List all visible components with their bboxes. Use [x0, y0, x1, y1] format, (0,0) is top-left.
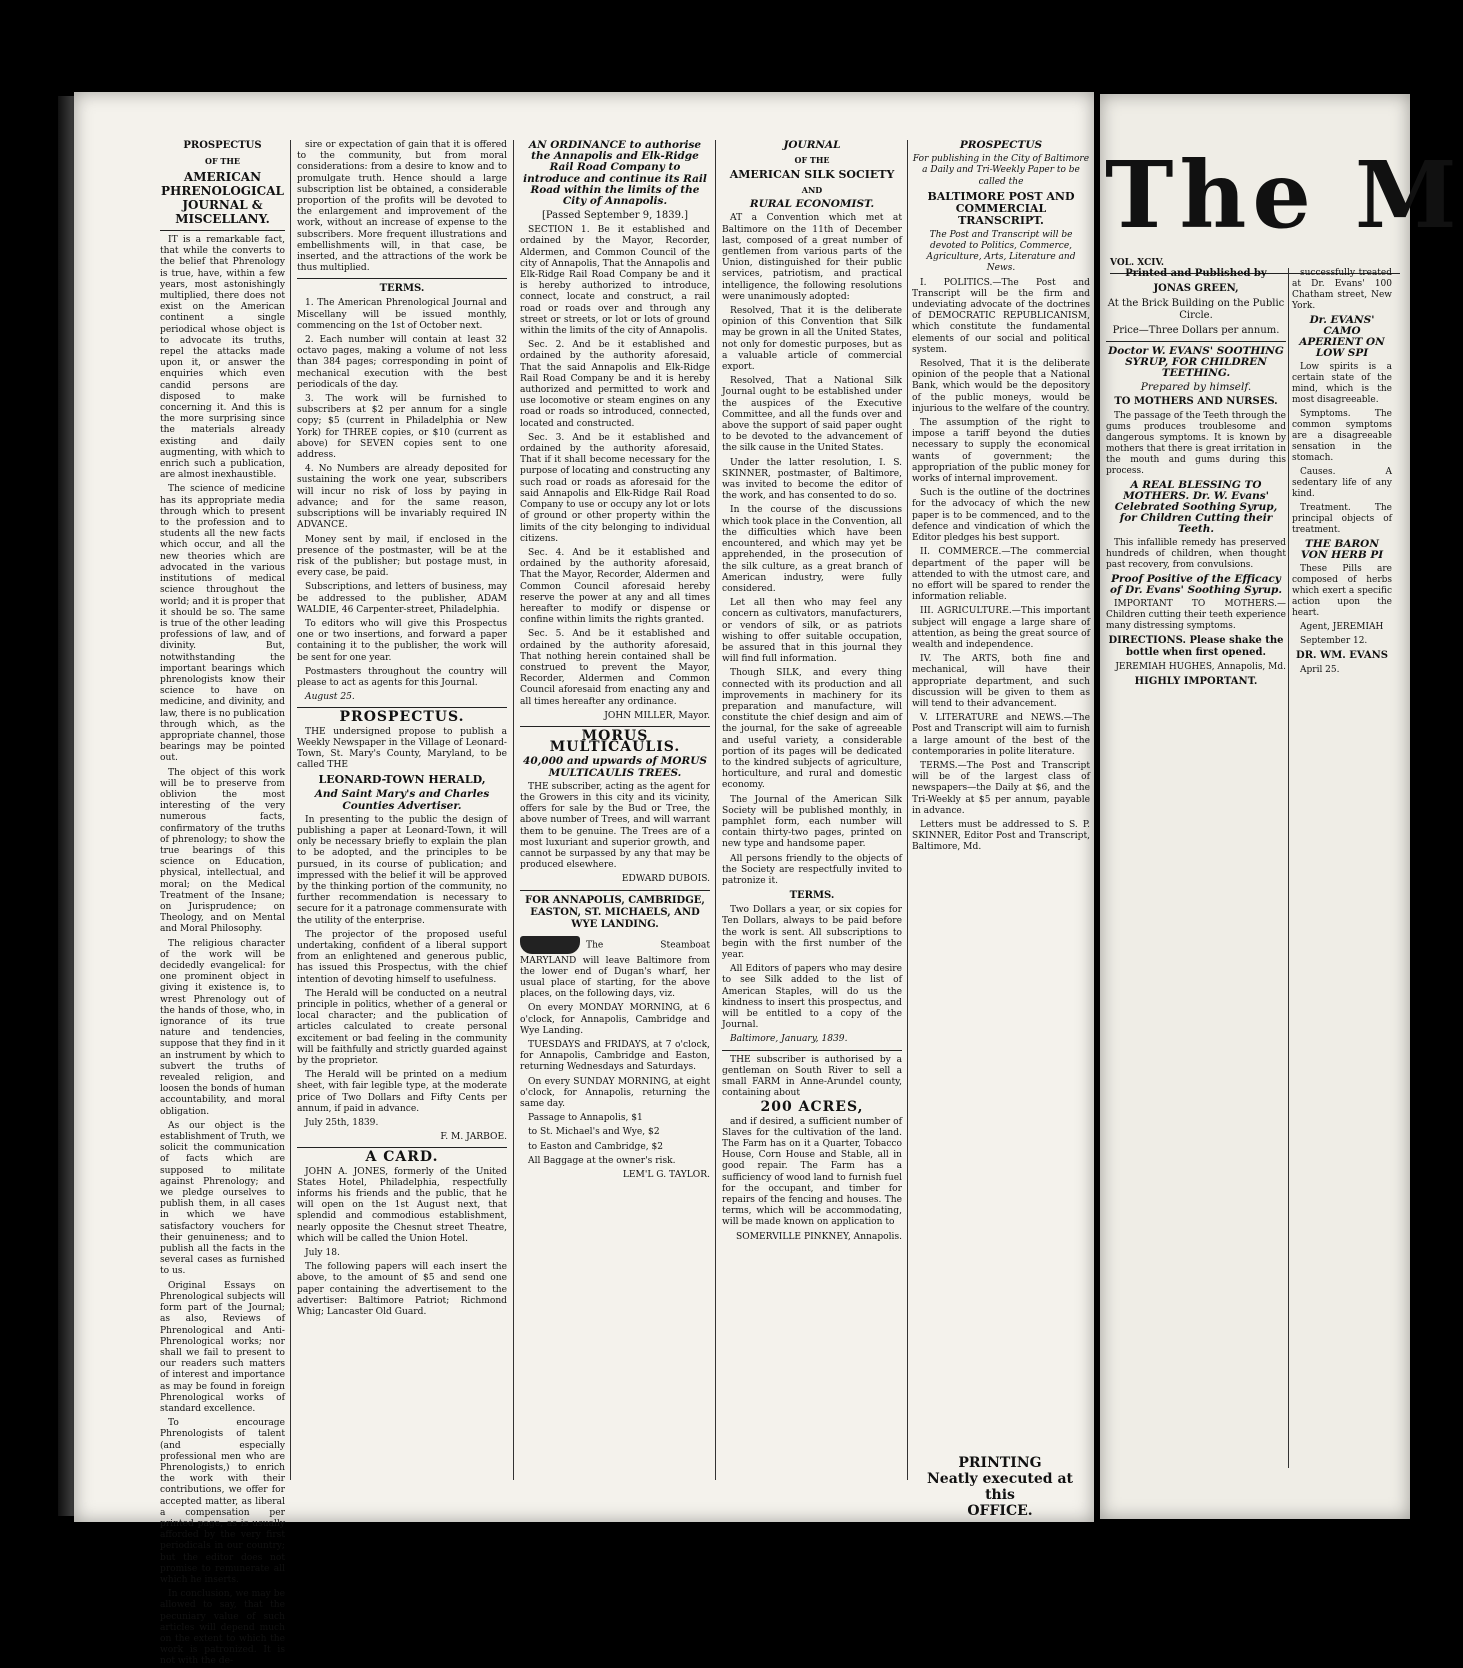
journal-paragraph: The Journal of the American Silk Society will be published monthly, in pamphlet form, each number will contain thirty-two pages, printed on new type and handsome paper.: [722, 794, 902, 850]
post-paragraph: The assumption of the right to impose a tariff beyond the duties necessary to supply the economical wants of government; the appropriation of the public money for works of internal improvement.: [912, 418, 1090, 485]
farm-paragraph: THE subscriber is authorised by a gentleman on South River to sell a small FARM in Anne-Arundel county, containing about: [722, 1054, 902, 1099]
printing-line: PRINTING: [958, 1455, 1042, 1471]
card-paragraph: The following papers will each insert the above, to the amount of $5 and send one paper containing the advertisement to the advertiser: Baltimore Patriot; Richmond Whig; Lancaster Old Guard.: [297, 1262, 507, 1318]
ad-paragraph: This infallible remedy has preserved hundreds of children, when thought past recovery, from convulsions.: [1106, 538, 1286, 570]
ad2-paragraph: September 12.: [1300, 636, 1368, 646]
steamboat-fare: to Easton and Cambridge, $2: [528, 1141, 664, 1152]
masthead: The M: [1105, 141, 1463, 249]
divider: [160, 230, 285, 231]
post-title: BALTIMORE POST AND COMMERCIAL TRANSCRIPT.: [927, 189, 1075, 227]
journal-paragraph: In the course of the discussions which took place in the Convention, all the difficulties which have been encountered, and which may yet be apprehended, in the prosecution of the silk culture, as a great branch of American industry, were fully considered.: [722, 505, 902, 594]
journal-title-2: RURAL ECONOMIST.: [749, 198, 875, 211]
journal-terms: Two Dollars a year, or six copies for Ten Dollars, always to be paid before the work is sent. All subscriptions to begin with the first number of the year.: [722, 905, 902, 960]
ad2-paragraph: successfully treated at Dr. Evans' 100 Chatham street, New York.: [1292, 268, 1392, 311]
ad-paragraph: Proof Positive of the Efficacy of Dr. Evans' Soothing Syrup.: [1109, 573, 1283, 596]
journal-paragraph: Resolved, That it is the deliberate opinion of this Convention that Silk may be grown in all the United States, not only for domestic purposes, but as a valuable article of commercial export.: [722, 306, 902, 373]
column-rule: [1288, 268, 1289, 1468]
ad2-paragraph: Agent, JEREMIAH: [1300, 622, 1384, 632]
divider: [722, 1050, 902, 1051]
post-heading: PROSPECTUS: [959, 139, 1043, 151]
ad-heading: Doctor W. EVANS' SOOTHING SYRUP, FOR CHILDREN TEETHING.: [1108, 345, 1284, 379]
steamboat-fare: to St. Michael's and Wye, $2: [528, 1127, 660, 1138]
ad2-paragraph: THE BARON VON HERB PI: [1300, 538, 1384, 561]
ordinance-section: Sec. 5. And be it established and ordained by the authority aforesaid, That nothing herein contained shall be construed to prevent the Mayor, Recorder, Aldermen and Common Council aforesaid from enacting any and all times hereafter any ordinance.: [520, 629, 710, 707]
divider: [297, 707, 507, 708]
col1-paragraph: The religious character of the work will be decidedly evangelical: for one prominent object in giving it existence is, to wrest Phrenology out of the hands of those, who, in ignorance of its true nature and tendencies, suppose that they find in it an instrument by which to subvert the truths of revealed religion, and loosen the bonds of human accountability, and moral obligation.: [160, 938, 285, 1117]
ad2-paragraph: Treatment. The principal objects of treatment.: [1292, 503, 1392, 535]
leonard-title: LEONARD-TOWN HERALD,: [318, 773, 486, 787]
col1-paragraph: The object of this work will be to preserve from oblivion the most interesting of the very numerous facts, confirmatory of the truths of phrenology; to show the true bearings of this science on Education, physical, intellectual, and moral; on the Medical Treatment of the Insane; on Jurisprudence; on Theology, and on Mental and Moral Philosophy.: [160, 767, 285, 935]
leonard-intro: THE undersigned propose to publish a Weekly Newspaper in the Village of Leonard-Town, St. Mary's County, Maryland, to be called THE: [297, 726, 507, 771]
terms-item: Subscriptions, and letters of business, may be addressed to the publisher, ADAM WALDIE, 46 Carpenter-street, Philadelphia.: [297, 582, 507, 615]
col1-heading: PROSPECTUS: [183, 140, 262, 151]
signature: LEM'L G. TAYLOR.: [622, 1170, 710, 1181]
post-paragraph: II. COMMERCE.—The commercial department of the paper will be attended to with the utmost care, and no effort will be spared to render the information reliable.: [912, 547, 1090, 603]
printing-notice: [910, 1455, 1090, 1519]
dateline: August 25.: [305, 692, 355, 703]
ad-paragraph: DIRECTIONS. Please shake the bottle when first opened.: [1108, 635, 1284, 658]
ad-byline: Prepared by himself.: [1140, 381, 1252, 393]
journal-paragraph: All persons friendly to the objects of the Society are respectfully invited to patronize it.: [722, 853, 902, 886]
morus-paragraph: THE subscriber, acting as the agent for the Growers in this city and its vicinity, offers for sale by the Bud or Tree, the above number of Trees, and will warrant them to be genuine. The Trees are of a most luxuriant and superior growth, and cannot be surpassed by any that may be produced elsewhere.: [520, 781, 710, 871]
journal-and: AND: [801, 185, 823, 196]
ad-paragraph: HIGHLY IMPORTANT.: [1134, 676, 1258, 687]
printed-by: Printed and Published by: [1125, 268, 1267, 279]
column-5: [912, 140, 1090, 1440]
ordinance-section: SECTION 1. Be it established and ordained by the Mayor, Recorder, Aldermen, and Common Council of the city of Annapolis, That the Annapolis and Elk-Ridge Rail Road Company be and it is hereby authorized to introduce, connect, locate and construct, a rail road or roads over and through any street or streets, or lot or lots of ground within the limits of the city of Annapolis.: [520, 225, 710, 337]
steamboat-paragraph: All Baggage at the owner's risk.: [528, 1155, 676, 1166]
post-paragraph: Such is the outline of the doctrines for the advocacy of which the new paper is to be commenced, and to the defence and vindication of which the Editor pledges his best support.: [912, 488, 1090, 544]
post-paragraph: I. POLITICS.—The Post and Transcript will be the firm and undeviating advocate of the doctrines of DEMOCRATIC REPUBLICANISM, which constitute the fundamental elements of our social and political system.: [912, 277, 1090, 355]
post-paragraph: Letters must be addressed to S. P. SKINNER, Editor Post and Transcript, Baltimore, Md.: [912, 819, 1090, 853]
card-heading: A CARD.: [365, 1149, 439, 1166]
column-rule: [290, 140, 291, 1480]
signature: F. M. JARBOE.: [440, 1132, 507, 1143]
ad2-paragraph: April 25.: [1300, 665, 1340, 675]
divider: [520, 890, 710, 891]
col1-paragraph: As our object is the establishment of Truth, we solicit the communication of facts which are supposed to militate against Phrenology; and we pledge ourselves to publish them, in all cases in which we have satisfactory vouchers for their genuineness; and to publish all the facts in the several cases as furnished to us.: [160, 1120, 285, 1277]
right-column-2: [1292, 268, 1392, 1468]
post-sub: For publishing in the City of Baltimore a Daily and Tri-Weekly Paper to be called the: [912, 154, 1090, 187]
divider: [520, 726, 710, 727]
journal-terms: All Editors of papers who may desire to see Silk added to the list of American Staples, will do us the kindness to insert this prospectus, and will be entitled to a copy of the Journal.: [722, 964, 902, 1031]
steamboat-paragraph: On every MONDAY MORNING, at 6 o'clock, for Annapolis, Cambridge and Wye Landing.: [520, 1003, 710, 1036]
post-paragraph: TERMS.—The Post and Transcript will be of the largest class of newspapers—the Daily at $6, and the Tri-Weekly at $5 per annum, payable in advance.: [912, 760, 1090, 816]
col1-sub: OF THE: [204, 156, 241, 166]
card-paragraph: July 18.: [305, 1248, 340, 1259]
terms-item: To editors who will give this Prospectus one or two insertions, and forward a paper containing it to the publisher, the work will be sent for one year.: [297, 618, 507, 663]
col1-title: AMERICAN PHRENOLOGICAL JOURNAL & MISCELLANY.: [161, 170, 284, 226]
ordinance-section: Sec. 2. And be it established and ordained by the authority aforesaid, That the said Annapolis and Elk-Ridge Rail Road Company be and it is hereby authorized and permitted to work and use locomotive or steam engines on any road or roads so introduced, connected, located and constructed.: [520, 340, 710, 429]
leonard-subtitle: And Saint Mary's and Charles Counties Advertiser.: [314, 788, 490, 812]
journal-paragraph: Under the latter resolution, I. S. SKINNER, postmaster, of Baltimore, was invited to become the editor of the work, and has consented to do so.: [722, 457, 902, 502]
divider: [297, 1147, 507, 1148]
terms-item: 3. The work will be furnished to subscribers at $2 per annum for a single copy; $5 (current in Philadelphia or New York) for THREE copies, or $10 (current as above) for SEVEN copies sent to one address.: [297, 394, 507, 461]
journal-paragraph: Resolved, That a National Silk Journal ought to be established under the auspices of the Executive Committee, and all the funds over and above the support of said paper ought to be devoted to the advancement of the silk cause in the United States.: [722, 376, 902, 454]
steamboat-paragraph: On every SUNDAY MORNING, at eight o'clock, for Annapolis, returning the same day.: [520, 1076, 710, 1110]
farm-paragraph: and if desired, a sufficient number of Slaves for the cultivation of the land. The Farm has on it a Quarter, Tobacco House, Corn House and Stable, all in good repair. The Farm has a sufficiency of wood land to furnish fuel for the occupant, and timber for repairs of the fencing and houses. The terms, which will be accommodating, will be made known on application to: [722, 1116, 902, 1228]
leonard-paragraph: The projector of the proposed useful undertaking, confident of a liberal support from an enlightened and generous public, has issued this Prospectus, with the chief intention of devoting himself to usefulness.: [297, 929, 507, 985]
terms-item: 1. The American Phrenological Journal and Miscellany will be issued monthly, commencing on the 1st of October next.: [297, 298, 507, 331]
steamboat-paragraph: TUESDAYS and FRIDAYS, at 7 o'clock, for Annapolis, Cambridge and Easton, returning Wednesdays and Saturdays.: [520, 1040, 710, 1073]
journal-heading: JOURNAL: [783, 139, 841, 151]
post-sub-2: The Post and Transcript will be devoted to Politics, Commerce, Agriculture, Arts, Literature and News.: [926, 229, 1076, 274]
column-1: [160, 140, 285, 1667]
dateline: Baltimore, January, 1839.: [730, 1034, 848, 1045]
printing-line: Neatly executed at this: [926, 1471, 1073, 1503]
col1-paragraph: To encourage Phrenologists of talent (and especially professional men who are Phrenologists,) to enrich the work with their contributions, we offer for accepted matter, as liberal a compensation per printed page, as is usually afforded by the very first periodicals in our country; but the editor does not promise to remunerate all which he inserts.: [160, 1418, 285, 1585]
journal-paragraph: Though SILK, and every thing connected with its production and all improvements in machinery for its preparation and manufacture, will constitute the chief design and aim of the journal, for the sake of agreeable and useful variety, a considerable portion of its pages will be dedicated to the kindred subjects of agriculture, horticulture, and rural and domestic economy.: [722, 668, 902, 791]
morus-subheading: 40,000 and upwards of MORUS MULTICAULIS TREES.: [523, 755, 707, 779]
ordinance-passed: [Passed September 9, 1839.]: [541, 210, 689, 222]
column-rule: [513, 140, 514, 1480]
steamboat-fare: Passage to Annapolis, $1: [528, 1113, 643, 1124]
ad-to: TO MOTHERS AND NURSES.: [1114, 396, 1278, 407]
signature: SOMERVILLE PINKNEY, Annapolis.: [736, 1231, 902, 1242]
column-3: [520, 140, 710, 1480]
right-column-1: [1106, 268, 1286, 1468]
subscription-price: Price—Three Dollars per annum.: [1112, 325, 1280, 336]
publisher-name: JONAS GREEN,: [1153, 283, 1239, 294]
steamboat-heading: FOR ANNAPOLIS, CAMBRIDGE, EASTON, ST. MICHAELS, AND WYE LANDING.: [525, 894, 705, 930]
farm-acres: 200 ACRES,: [760, 1099, 864, 1116]
ad2-paragraph: Dr. EVANS' CAMO APERIENT ON LOW SPI: [1299, 314, 1385, 359]
steamboat-icon: [520, 936, 580, 954]
ad2-paragraph: Symptoms. The common symptoms are a disagreeable sensation in the stomach.: [1292, 409, 1392, 463]
column-4: [722, 140, 902, 1480]
col1-paragraph: IT is a remarkable fact, that while the converts to the belief that Phrenology is true, have, within a few years, most astonishingly multiplied, there does not exist on the American continent a single periodical whose object is to advocate its truths, repel the attacks made upon it, or answer the enquiries which even candid persons are disposed to make concerning it. And this is the more surprising since the materials already existing and daily augmenting, with which to enrich such a publication, are almost inexhaustible.: [160, 235, 285, 481]
ordinance-heading: AN ORDINANCE to authorise the Annapolis and Elk-Ridge Rail Road Company to introduce and continue its Rail Road within the limits of the City of Annapolis.: [523, 139, 707, 208]
terms-item: Money sent by mail, if enclosed in the presence of the postmaster, will be at the risk of the publisher; but postage must, in every case, be paid.: [297, 534, 507, 579]
leonard-paragraph: The Herald will be printed on a medium sheet, with fair legible type, at the moderate price of Two Dollars and Fifty Cents per annum, if paid in advance.: [297, 1070, 507, 1114]
ordinance-section: Sec. 4. And be it established and ordained by the authority aforesaid, That the Mayor, Recorder, Aldermen and Common Council aforesaid hereby reserve the power at any and all times hereafter to modify or dispense or confine within limits the rights granted.: [520, 547, 710, 626]
card-paragraph: JOHN A. JONES, formerly of the United States Hotel, Philadelphia, respectfully informs his friends and the public, that he will open on the 1st August next, that splendid and commodious establishment, nearly opposite the Chesnut street Theatre, which will be called the Union Hotel.: [297, 1166, 507, 1244]
col2-paragraph: sire or expectation of gain that it is offered to the community, but from moral considerations: from a desire to know and to promulgate truth. Hence should a large subscription list be obtained, a considerable proportion of the profits will be devoted to the enlargement and improvement of the work, without an increase of expense to the subscribers. More frequent illustrations and embellishments will, in that case, be inserted, and the attractions of the work be thus multiplied.: [297, 140, 507, 274]
leonard-paragraph: In presenting to the public the design of publishing a paper at Leonard-Town, it will only be necessary briefly to explain the plan to be adopted, and the principles to be pursued, in its course of publication; and impressed with the belief it will be approved by the thinking portion of the community, no further recommendation is necessary to secure for it a patronage commensurate with the utility of the enterprise.: [297, 814, 507, 926]
prospectus-heading: PROSPECTUS.: [339, 709, 465, 726]
terms-item: 2. Each number will contain at least 32 octavo pages, making a volume of not less than 384 pages; corresponding in point of mechanical execution with the best periodicals of the day.: [297, 335, 507, 390]
terms-heading: TERMS.: [379, 283, 425, 295]
printing-line: OFFICE.: [967, 1503, 1033, 1519]
post-paragraph: IV. The ARTS, both fine and mechanical, will have their appropriate department, and such discussion will be given to them as will tend to their advancement.: [912, 654, 1090, 709]
col1-paragraph: The science of medicine has its appropriate media through which to present to the profession and to students all the new facts which occur, and all the new theories which are advocated in the various institutions of medical science throughout the world; and it is proper that it should be so. The same is true of the other leading professions of law, and of divinity. But, notwithstanding the important bearings which phrenologists know their science to have on medicine, and divinity, and law, there is no publication through which, as the appropriate channel, those bearings may be pointed out.: [160, 484, 285, 764]
journal-title: AMERICAN SILK SOCIETY: [729, 168, 895, 182]
journal-terms-heading: TERMS.: [789, 890, 835, 902]
journal-paragraph: AT a Convention which met at Baltimore on the 11th of December last, composed of a great number of gentlemen from various parts of the Union, distinguished for their public services, patriotism, and practical intelligence, the following resolutions were unanimously adopted:: [722, 213, 902, 302]
steamboat-paragraph: The Steamboat MARYLAND will leave Baltimore from the lower end of Dugan's wharf, her usual place of starting, for the above places, on the following days, viz.: [520, 940, 710, 1000]
terms-item: Postmasters throughout the country will please to act as agents for this Journal.: [297, 666, 507, 688]
publisher-location: At the Brick Building on the Public Circle.: [1107, 298, 1285, 321]
ordinance-section: Sec. 3. And be it established and ordained by the authority aforesaid, That if it shall become necessary for the purpose of locating and constructing any such road or roads as aforesaid for the said Annapolis and Elk-Ridge Rail Road Company to use or occupy any lot or lots of ground or other property within the limits of the city belonging to individual citizens.: [520, 432, 710, 544]
post-paragraph: V. LITERATURE and NEWS.—The Post and Transcript will aim to furnish a large amount of the best of the contemporaries in polite literature.: [912, 713, 1090, 757]
column-rule: [715, 140, 716, 1480]
journal-paragraph: Let all then who may feel any concern as cultivators, manufacturers, or vendors of silk, or as patriots wishing to offer suitable occupation, be assured that in this journal they will find full information.: [722, 598, 902, 665]
ad2-paragraph: Low spirits is a certain state of the mind, which is the most disagreeable.: [1292, 362, 1392, 405]
signature: EDWARD DUBOIS.: [621, 874, 710, 885]
ad-paragraph: The passage of the Teeth through the gums produces troublesome and dangerous symptoms. It is known by mothers that there is great irritation in the mouth and gums during this process.: [1106, 411, 1286, 476]
divider: [1106, 341, 1286, 342]
ad-paragraph: A REAL BLESSING TO MOTHERS. Dr. W. Evans' Celebrated Soothing Syrup, for Children Cutting their Teeth.: [1114, 479, 1278, 535]
journal-sub: OF THE: [794, 155, 830, 166]
post-paragraph: Resolved, That it is the deliberate opinion of the people that a National Bank, which would be the depository of the public moneys, would be injurious to the welfare of the country.: [912, 359, 1090, 414]
divider: [297, 278, 507, 279]
ad-paragraph: IMPORTANT TO MOTHERS.—Children cutting their teeth experience many distressing symptoms.: [1106, 599, 1286, 631]
post-paragraph: III. AGRICULTURE.—This important subject will engage a large share of attention, as being the great source of wealth and independence.: [912, 606, 1090, 650]
col1-paragraph: Original Essays on Phrenological subjects will form part of the Journal; as also, Reviews of Phrenological and Anti-Phrenological works; nor shall we fail to present to our readers such matters of interest and importance as may be found in foreign Phrenological works of standard excellence.: [160, 1280, 285, 1414]
morus-heading: MORUS MULTICAULIS.: [549, 727, 681, 756]
ad2-paragraph: Causes. A sedentary life of any kind.: [1292, 467, 1392, 499]
volume: VOL. XCIV.: [1110, 258, 1164, 268]
signature: JOHN MILLER, Mayor.: [604, 710, 710, 721]
ad2-paragraph: DR. WM. EVANS: [1296, 650, 1388, 661]
terms-item: 4. No Numbers are already deposited for sustaining the work one year, subscribers will incur no risk of loss by paying in advance; and for the same reason, subscriptions will be invariably required IN ADVANCE.: [297, 464, 507, 531]
column-rule: [907, 140, 908, 1480]
dateline: July 25th, 1839.: [305, 1118, 379, 1129]
ad-paragraph: JEREMIAH HUGHES, Annapolis, Md.: [1115, 662, 1286, 672]
ad2-paragraph: These Pills are composed of herbs which exert a specific action upon the heart.: [1292, 564, 1392, 618]
column-2: [297, 140, 507, 1480]
leonard-paragraph: The Herald will be conducted on a neutral principle in politics, whether of a general or local character; and the publication of articles calculated to create personal excitement or bad feeling in the community will be faithfully and strictly guarded against by the proprietor.: [297, 988, 507, 1067]
col1-paragraph: In conclusion, we may be allowed to say, that the pecuniary value of such articles will depend much on the extent to which the work is patronized. It is not with the de-: [160, 1589, 285, 1667]
